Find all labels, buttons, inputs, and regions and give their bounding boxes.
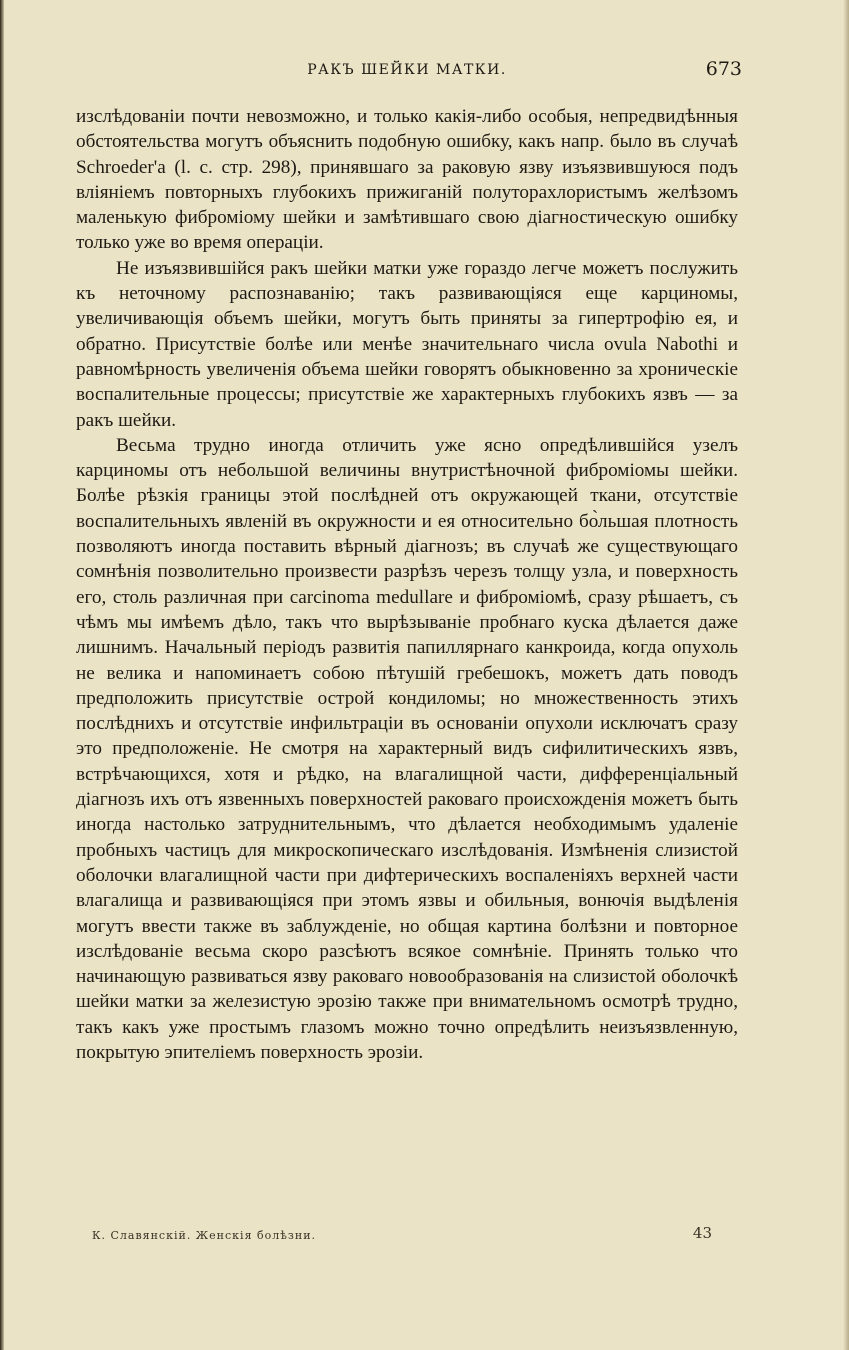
running-head — [72, 58, 742, 86]
paragraph-2: Не изъязвившійся ракъ шейки матки уже гораздо легче можетъ послужить къ неточному распознаванію; такъ развивающіяся еще карциномы, увеличивающія объемъ шейки, могутъ быть приняты за гипертрофію ея, и обратно. Присутствіе болѣе или менѣе значительнаго числа ovula Nabothi и равномѣрность увеличенія объема шейки говорятъ обыкновенно за хроническіе воспалительные процессы; присутствіе же характерныхъ глубокихъ язвъ — за ракъ шейки. — [76, 257, 738, 431]
printer-signature: К. Славянскій. Женскія болѣзни. — [92, 1229, 317, 1242]
paragraph-1: изслѣдованіи почти невозможно, и только какія-либо особыя, непредвидѣнныя обстоятельства могутъ объяснить подобную ошибку, какъ напр. было въ случаѣ Schroeder'a (l. с. стр. 298), принявшаго за раковую язву изъязвившуюся подъ вліяніемъ повторныхъ глубокихъ прижиганій полуторахлористымъ желѣзомъ маленькую фиброміому шейки и замѣтившаго свою діагностическую ошибку только уже во время операціи. — [76, 106, 738, 254]
page-edge-shadow — [0, 0, 4, 1350]
page-footer — [92, 1226, 712, 1248]
page-edge-margin — [843, 0, 849, 1350]
running-title: РАКЪ ШЕЙКИ МАТКИ. — [307, 62, 507, 78]
signature-number: 43 — [692, 1224, 712, 1242]
paragraph-3: Весьма трудно иногда отличить уже ясно опредѣлившійся узелъ карциномы отъ небольшой величины внутристѣночной фиброміомы шейки. Болѣе рѣзкія границы этой послѣдней отъ окружающей ткани, отсутствіе воспалительныхъ явленій въ окружности и ея относительно бо̀льшая плотность позволяютъ иногда поставить вѣрный діагнозъ; въ случаѣ же существующаго сомнѣнія позволительно произвести разрѣзъ черезъ толщу узла, и поверхность его, столь различная при carcinoma medullare и фиброміомѣ, сразу рѣшаетъ, съ чѣмъ мы имѣемъ дѣло, такъ что вырѣзываніе пробнаго куска дѣлается даже лишнимъ. Начальный періодъ развитія папиллярнаго канкроида, когда опухоль не велика и напоминаетъ собою пѣтушій гребешокъ, можетъ дать поводъ предположить присутствіе острой кондиломы; но множественность этихъ послѣднихъ и отсутствіе инфильтраціи въ основаніи опухоли исключатъ сразу это предположеніе. Не смотря на характерный видъ сифилитическихъ язвъ, встрѣчающихся, хотя и рѣдко, на влагалищной части, дифференціальный діагнозъ ихъ отъ язвенныхъ поверхностей раковаго происхожденія можетъ быть иногда настолько затруднительнымъ, что дѣлается необходимымъ удаленіе пробныхъ частицъ для микроскопическаго изслѣдованія. Измѣненія слизистой оболочки влагалищной части при дифтерическихъ воспаленіяхъ верхней части влагалища и развивающіяся при этомъ язвы и обильныя, вонючія выдѣленія могутъ ввести также въ заблужденіе, но общая картина болѣзни и повторное изслѣдованіе весьма скоро разсѣютъ всякое сомнѣніе. Принять только что начинающую развиваться язву раковаго новообразованія на слизистой оболочкѣ шейки матки за железистую эрозію также при внимательномъ осмотрѣ трудно, такъ какъ уже простымъ глазомъ можно точно опредѣлить неизъязвленную, покрытую эпителіемъ поверхность эрозіи. — [76, 434, 738, 1063]
body-text — [76, 104, 738, 1065]
page-number: 673 — [705, 58, 742, 80]
